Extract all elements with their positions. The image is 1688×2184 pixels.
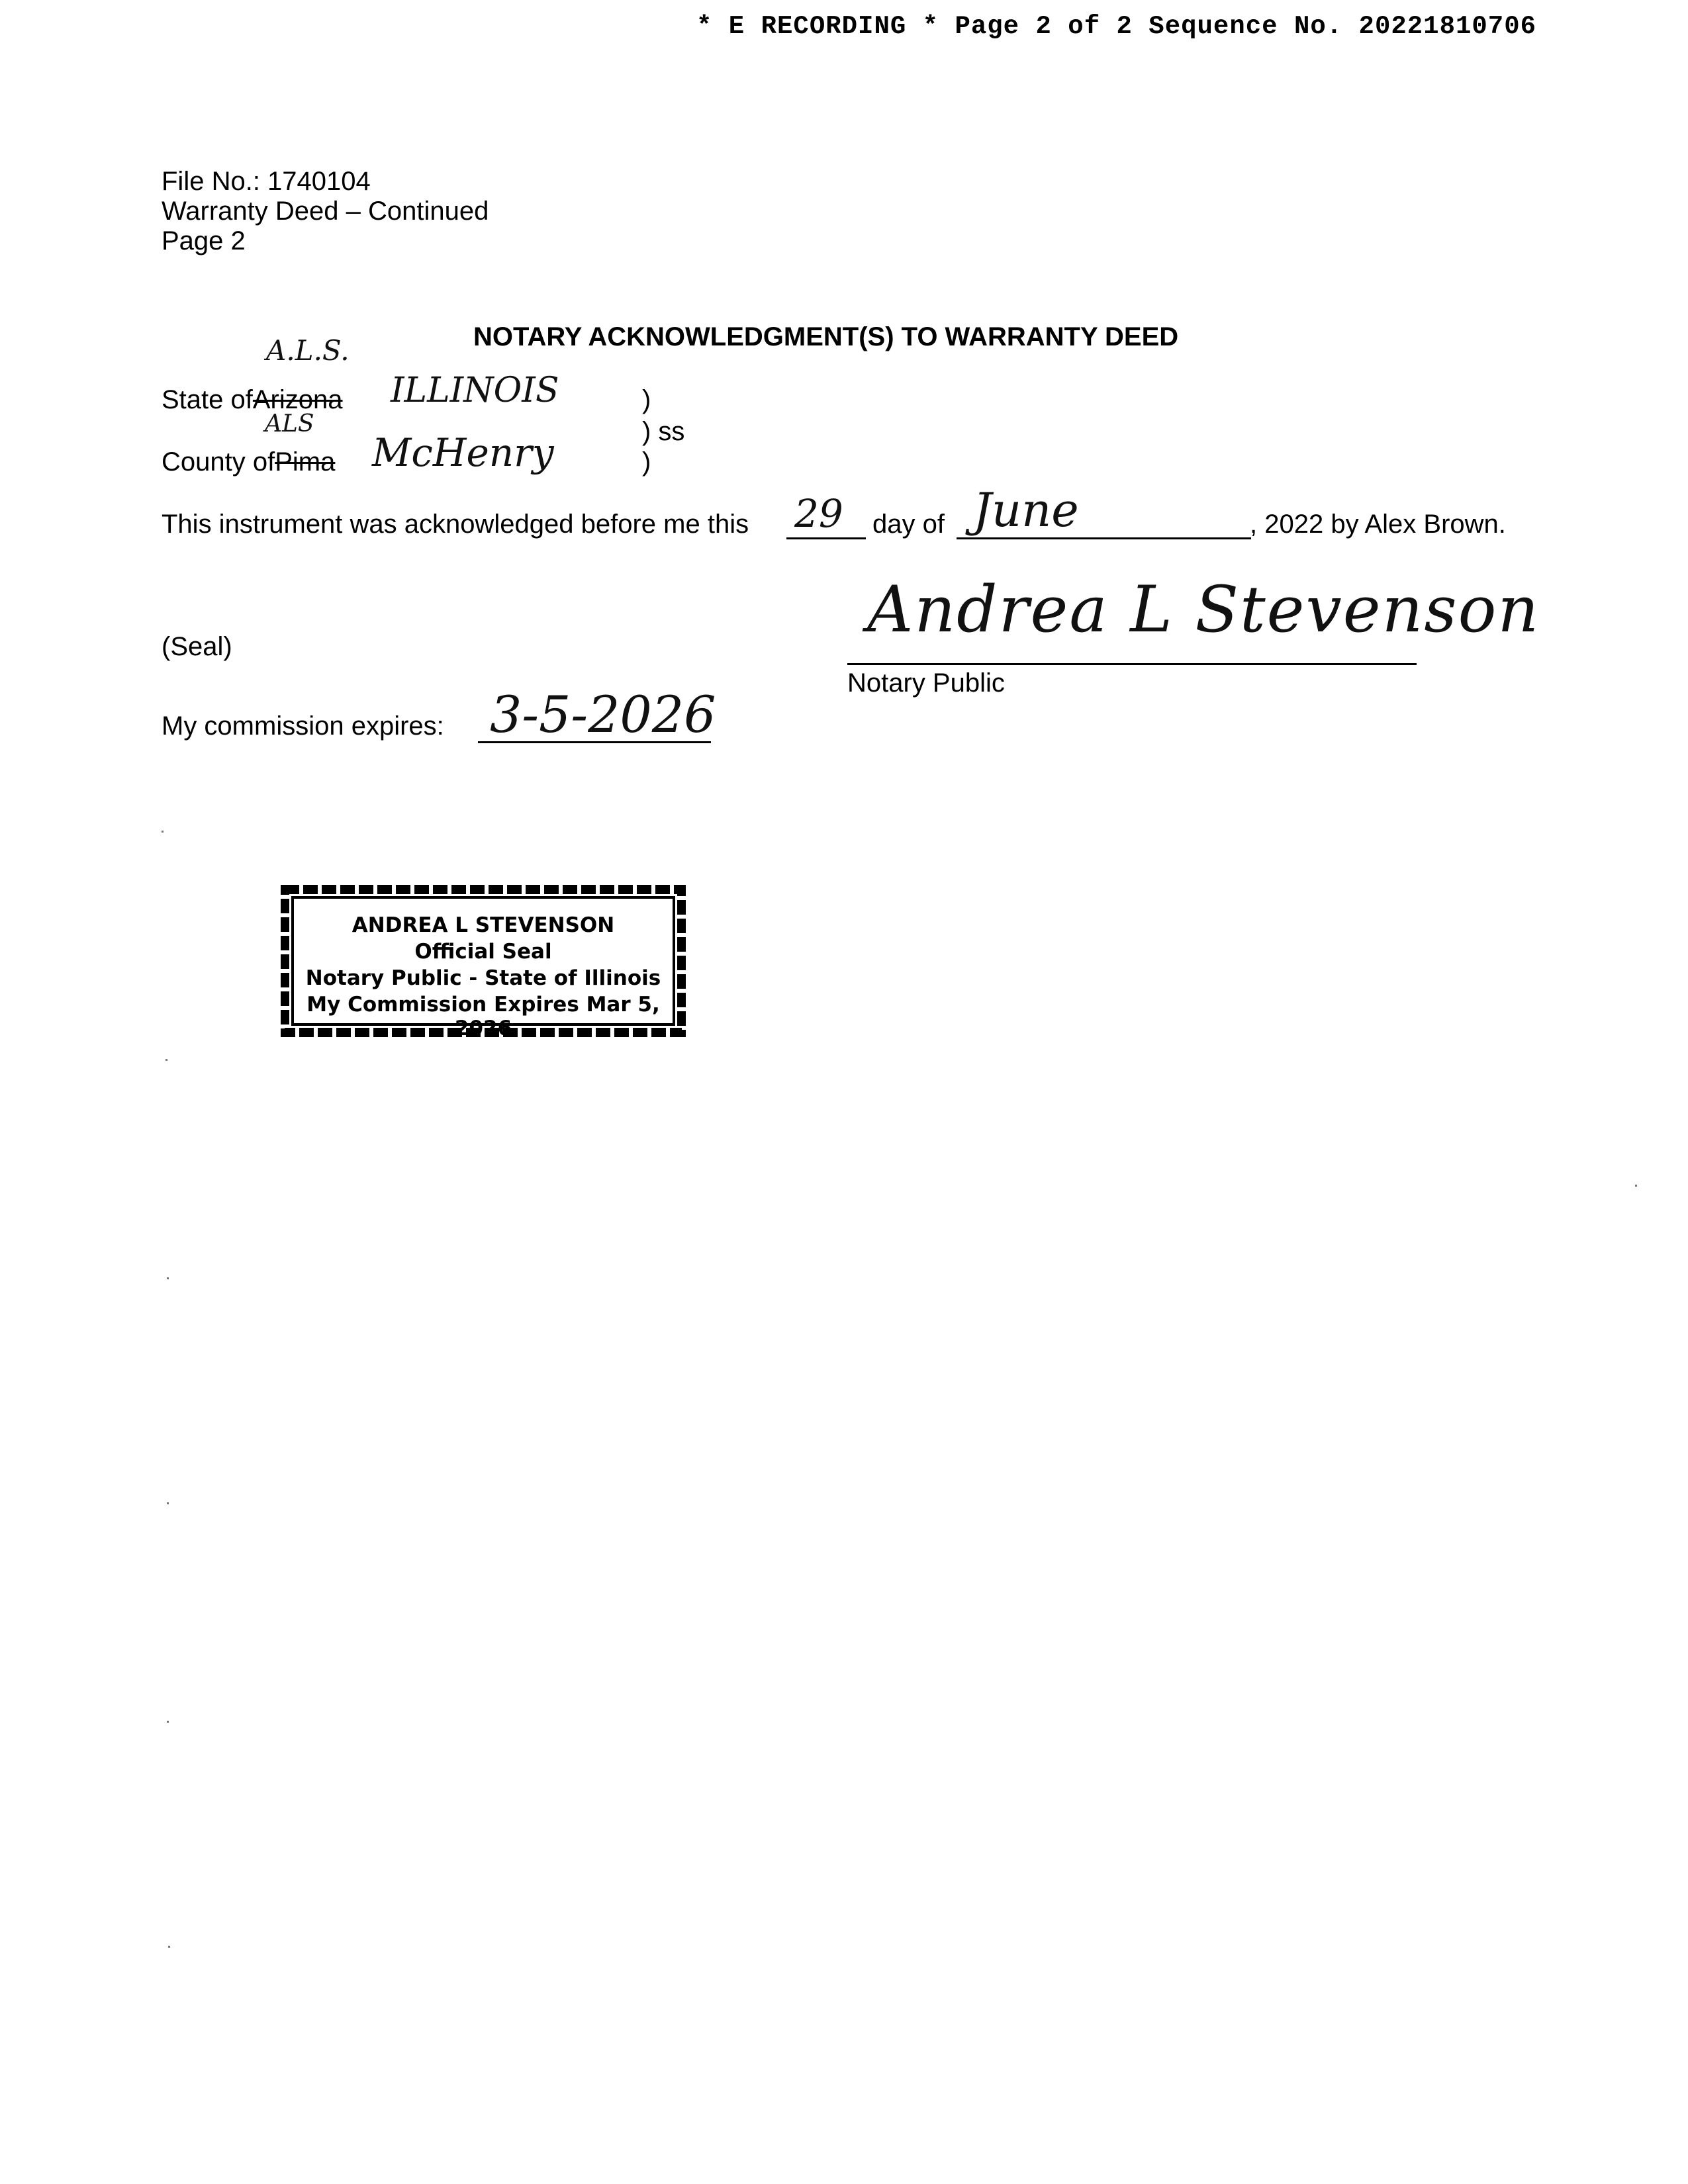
commission-date: 3-5-2026 <box>490 685 716 744</box>
paren-bottom: ) <box>642 447 651 477</box>
county-label: County of <box>162 447 275 477</box>
signature-line <box>847 663 1417 665</box>
scan-speck <box>162 831 164 833</box>
scan-speck <box>167 1721 169 1723</box>
scan-speck <box>168 1946 170 1948</box>
county-struck: Pima <box>275 447 336 477</box>
notary-title: Notary Public <box>847 668 1005 698</box>
document-title: Warranty Deed – Continued <box>162 197 489 226</box>
notary-signature: Andrea L Stevenson <box>867 572 1540 647</box>
county-initials: ALS <box>265 410 314 437</box>
stamp-name: ANDREA L STEVENSON <box>352 913 615 937</box>
acknowledgment-text-before: This instrument was acknowledged before me this <box>162 510 749 539</box>
state-handwritten: ILLINOIS <box>391 371 559 410</box>
commission-underline <box>478 741 711 743</box>
state-line <box>162 385 343 415</box>
acknowledgment-day: 29 <box>794 491 843 536</box>
section-title: NOTARY ACKNOWLEDGMENT(S) TO WARRANTY DEED <box>473 322 1179 351</box>
state-label: State of <box>162 385 253 414</box>
day-underline <box>786 537 866 539</box>
recording-header: * E RECORDING * Page 2 of 2 Sequence No. 20221810706 <box>696 12 1536 41</box>
county-handwritten: McHenry <box>372 430 554 475</box>
paren-top: ) <box>642 385 651 414</box>
scan-speck <box>1635 1185 1637 1187</box>
county-line <box>162 447 335 477</box>
page-number: Page 2 <box>162 226 246 255</box>
scan-speck <box>165 1059 167 1061</box>
scan-speck <box>167 1277 169 1279</box>
acknowledgment-text-after: , 2022 by Alex Brown. <box>1250 510 1506 539</box>
stamp-expiration: My Commission Expires Mar 5, 2026 <box>306 993 660 1040</box>
acknowledgment-text-middle: day of <box>872 510 945 539</box>
month-underline <box>957 537 1251 539</box>
scan-speck <box>167 1502 169 1504</box>
notary-stamp <box>281 884 686 1038</box>
stamp-notary-state: Notary Public - State of Illinois <box>305 966 661 990</box>
state-struck: Arizona <box>252 385 343 414</box>
seal-label: (Seal) <box>162 632 232 661</box>
acknowledgment-month: June <box>973 483 1079 537</box>
state-initials: A.L.S. <box>266 334 350 367</box>
file-number: File No.: 1740104 <box>162 167 371 196</box>
stamp-official-seal: Official Seal <box>414 940 552 964</box>
paren-ss: ) ss <box>642 417 685 446</box>
commission-label: My commission expires: <box>162 711 444 741</box>
